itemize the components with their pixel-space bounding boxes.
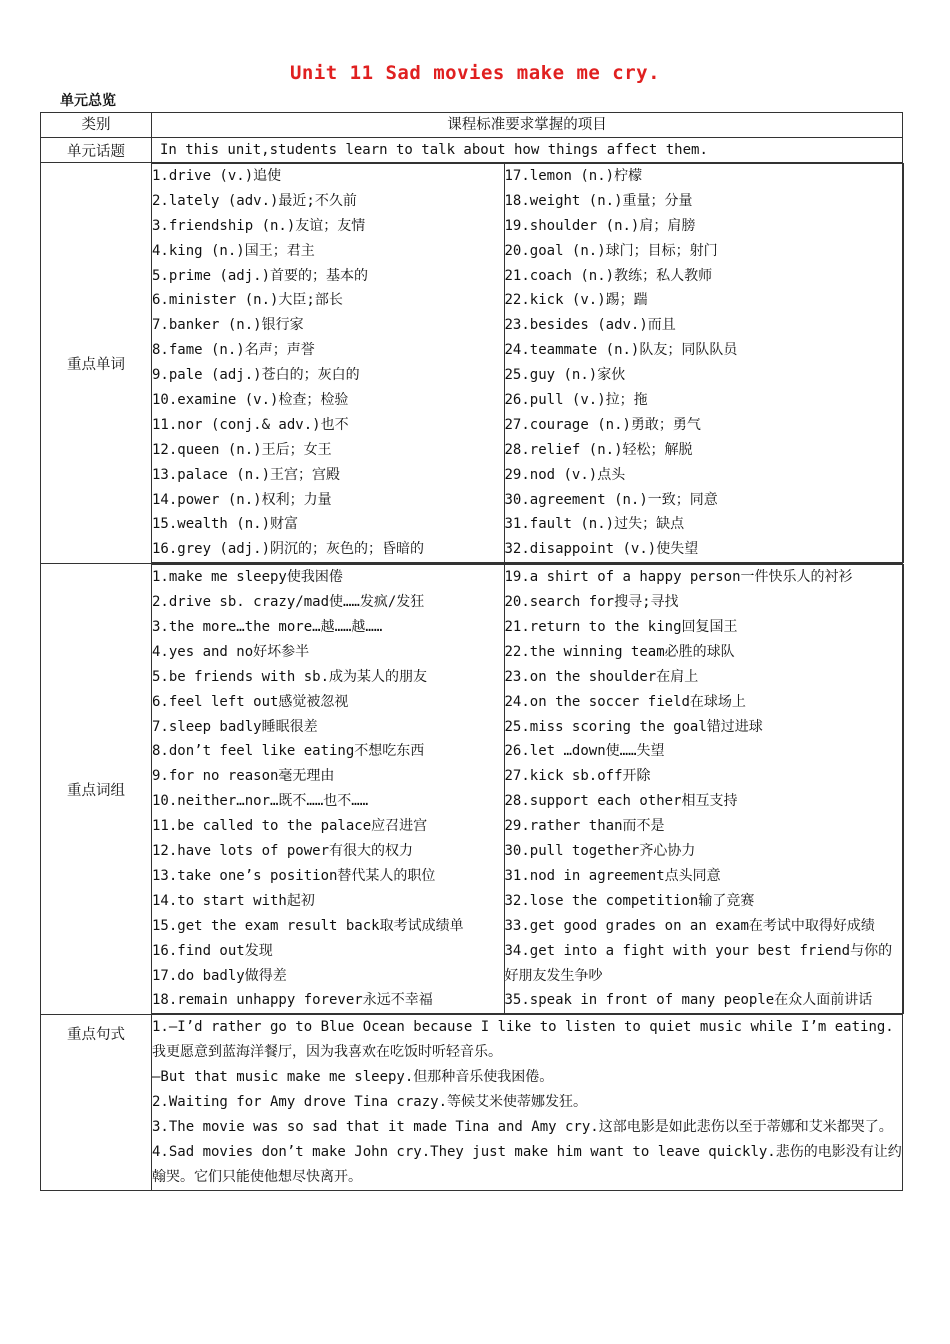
- sentence-item: 1.—I’d rather go to Blue Ocean because I like to listen to quiet music while I’m eating.我更愿意到蓝海洋餐厅，因为我喜欢在吃饭时听轻音乐。: [152, 1019, 894, 1061]
- vocab-item: 14.power (n.)权利；力量: [152, 491, 332, 508]
- phrases-label: 重点词组: [41, 564, 152, 1015]
- phrase-item: 14.to start with起初: [152, 892, 315, 909]
- phrase-item: 12.have lots of power有很大的权力: [152, 843, 414, 860]
- sentence-item: 2.Waiting for Amy drove Tina crazy.等候艾米使蒂娜发狂。: [152, 1094, 588, 1111]
- vocab-item: 29.nod (v.)点头: [504, 466, 626, 483]
- phrase-item: 3.the more…the more…越……越……: [152, 619, 383, 636]
- vocab-right-list: [504, 164, 903, 563]
- vocab-item: 8.fame (n.)名声；声誉: [152, 342, 315, 359]
- phrase-item: 2.drive sb. crazy/mad使……发疯/发狂: [152, 594, 425, 611]
- phrase-item: 17.do badly做得差: [152, 967, 287, 984]
- sentences-label: 重点句式: [41, 1015, 152, 1190]
- vocab-item: 26.pull (v.)拉；拖: [504, 392, 648, 409]
- vocab-item: 23.besides (adv.)而且: [504, 317, 676, 334]
- vocab-item: 25.guy (n.)家伙: [504, 367, 626, 384]
- vocab-item: 20.goal (n.)球门；目标；射门: [504, 242, 718, 259]
- vocab-row: [41, 163, 903, 564]
- phrase-item: 5.be friends with sb.成为某人的朋友: [152, 668, 428, 685]
- section-heading: 单元总览: [60, 93, 116, 109]
- header-category: 类别: [41, 113, 152, 138]
- vocab-left-list: [152, 164, 504, 563]
- vocab-item: 28.relief (n.)轻松；解脱: [504, 441, 693, 458]
- phrase-item: 8.don’t feel like eating不想吃东西: [152, 743, 425, 760]
- phrase-item: 7.sleep badly睡眠很差: [152, 718, 318, 735]
- vocab-item: 3.friendship (n.)友谊；友情: [152, 217, 366, 234]
- header-row: [41, 113, 903, 138]
- phrase-item: 4.yes and no好坏参半: [152, 643, 310, 660]
- vocab-item: 30.agreement (n.)一致；同意: [504, 491, 718, 508]
- vocab-item: 10.examine (v.)检查；检验: [152, 392, 349, 409]
- phrase-item: 31.nod in agreement点头同意: [504, 867, 721, 884]
- phrases-columns: [152, 564, 904, 1014]
- vocab-item: 2.lately (adv.)最近;不久前: [152, 192, 357, 209]
- phrase-item: 35.speak in front of many people在众人面前讲话: [504, 992, 873, 1009]
- vocab-item: 12.queen (n.)王后；女王: [152, 441, 332, 458]
- phrases-left-list: [152, 565, 504, 1014]
- topic-text: In this unit,students learn to talk about how things affect them.: [152, 138, 903, 163]
- vocab-item: 1.drive (v.)追使: [152, 168, 282, 184]
- phrase-item: 1.make me sleepy使我困倦: [152, 569, 343, 586]
- phrase-item: 32.lose the competition输了竞赛: [504, 892, 755, 909]
- phrase-item: 10.neither…nor…既不……也不……: [152, 793, 369, 810]
- document-title: Unit 11 Sad movies make me cry.: [289, 62, 661, 84]
- sentence-item: 3.The movie was so sad that it made Tina and Amy cry.这部电影是如此悲伤以至于蒂娜和艾米都哭了。: [152, 1118, 893, 1135]
- phrases-right-list: [504, 565, 903, 1014]
- vocab-item: 4.king (n.)国王；君主: [152, 242, 315, 259]
- vocab-item: 22.kick (v.)踢；踹: [504, 292, 648, 309]
- phrase-item: 27.kick sb.off开除: [504, 768, 651, 785]
- phrase-item: 26.let …down使……失望: [504, 743, 665, 760]
- unit-overview-table: [40, 112, 903, 1191]
- vocab-item: 32.disappoint (v.)使失望: [504, 541, 699, 558]
- topic-row: [41, 138, 903, 163]
- sentence-item: 4.Sad movies don’t make John cry.They just make him want to leave quickly.悲伤的电影没有让约翰哭。它们只能使他想尽快离开。: [152, 1143, 902, 1185]
- phrase-item: 11.be called to the palace应召进宫: [152, 818, 428, 835]
- phrase-item: 25.miss scoring the goal错过进球: [504, 718, 763, 735]
- vocab-item: 31.fault (n.)过失；缺点: [504, 516, 685, 533]
- vocab-item: 5.prime (adj.)首要的；基本的: [152, 267, 369, 284]
- sentences-list: [152, 1015, 903, 1190]
- vocab-item: 18.weight (n.)重量；分量: [504, 192, 693, 209]
- vocab-item: 15.wealth (n.)财富: [152, 516, 299, 533]
- phrase-item: 21.return to the king回复国王: [504, 619, 738, 636]
- vocab-columns: [152, 163, 904, 563]
- phrase-item: 18.remain unhappy forever永远不幸福: [152, 992, 433, 1009]
- vocab-item: 19.shoulder (n.)肩；肩膀: [504, 217, 696, 234]
- phrase-item: 16.find out发现: [152, 942, 273, 959]
- phrase-item: 34.get into a fight with your best friend与你的好朋友发生争吵: [504, 942, 893, 984]
- vocab-item: 21.coach (n.)教练；私人教师: [504, 267, 713, 284]
- phrase-item: 20.search for搜寻;寻找: [504, 594, 679, 611]
- phrase-item: 15.get the exam result back取考试成绩单: [152, 917, 464, 934]
- vocab-label: 重点单词: [41, 163, 152, 564]
- vocab-item: 13.palace (n.)王宫；宫殿: [152, 466, 341, 483]
- vocab-item: 9.pale (adj.)苍白的；灰白的: [152, 367, 360, 384]
- vocab-item: 11.nor (conj.& adv.)也不: [152, 416, 349, 433]
- phrase-item: 22.the winning team必胜的球队: [504, 643, 735, 660]
- vocab-item: 24.teammate (n.)队友；同队队员: [504, 342, 738, 359]
- phrase-item: 30.pull together齐心协力: [504, 843, 696, 860]
- vocab-item: 6.minister (n.)大臣;部长: [152, 292, 343, 309]
- phrase-item: 33.get good grades on an exam在考试中取得好成绩: [504, 917, 875, 934]
- phrase-item: 28.support each other相互支持: [504, 793, 738, 810]
- phrase-item: 13.take one’s position替代某人的职位: [152, 867, 436, 884]
- phrase-item: 24.on the soccer field在球场上: [504, 693, 746, 710]
- header-content: 课程标准要求掌握的项目: [152, 113, 903, 138]
- phrase-item: 9.for no reason毫无理由: [152, 768, 335, 785]
- vocab-item: 16.grey (adj.)阴沉的；灰色的；昏暗的: [152, 541, 425, 558]
- phrase-item: 19.a shirt of a happy person一件快乐人的衬衫: [504, 569, 853, 586]
- vocab-item: 27.courage (n.)勇敢；勇气: [504, 416, 701, 433]
- sentence-item: —But that music make me sleepy.但那种音乐使我困倦。: [152, 1069, 554, 1086]
- phrase-item: 29.rather than而不是: [504, 818, 665, 835]
- phrase-item: 23.on the shoulder在肩上: [504, 668, 699, 685]
- phrases-row: [41, 564, 903, 1015]
- phrase-item: 6.feel left out感觉被忽视: [152, 693, 349, 710]
- sentences-row: [41, 1015, 903, 1190]
- vocab-item: 7.banker (n.)银行家: [152, 317, 304, 334]
- vocab-item: 17.lemon (n.)柠檬: [504, 168, 643, 184]
- topic-label: 单元话题: [41, 138, 152, 163]
